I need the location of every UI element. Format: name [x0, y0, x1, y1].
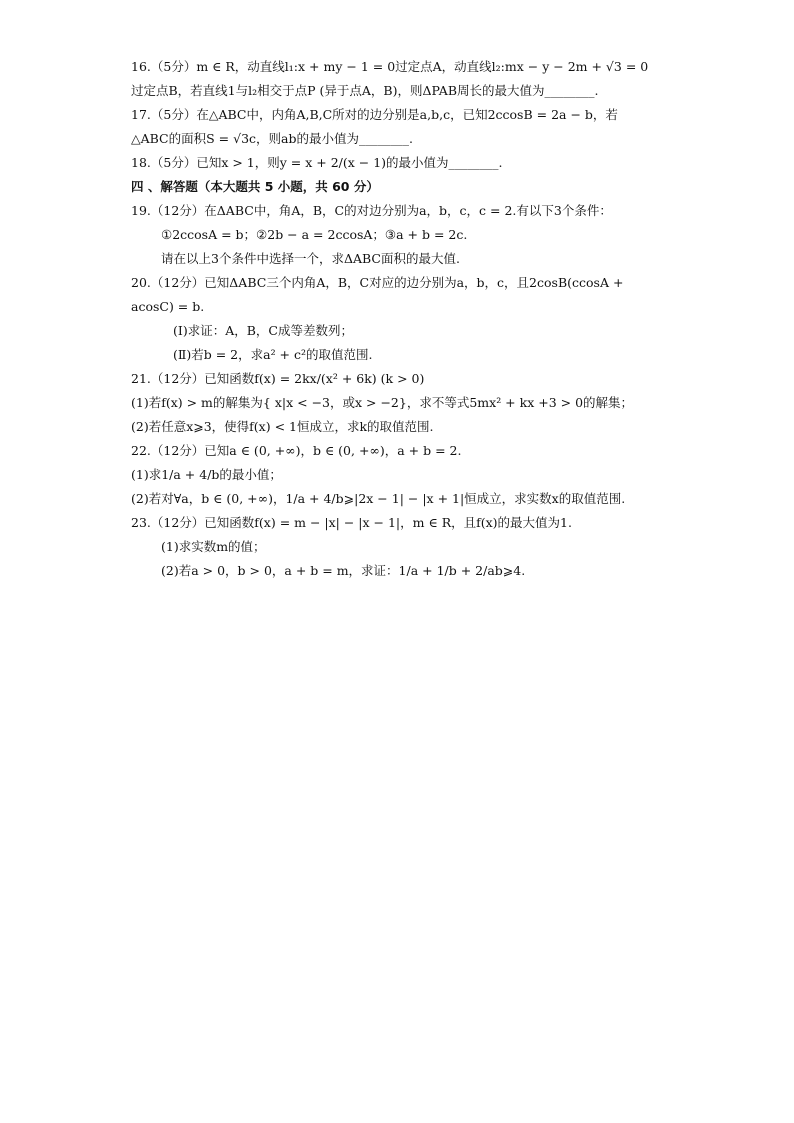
q21-line1: 21.（12分）已知函数f(x) = 2kx/(x² + 6k) (k > 0) — [131, 371, 425, 386]
q22-line3: (2)若对∀a，b ∈ (0, +∞)，1/a + 4/b⩾|2x − 1| − |x + 1|恒成立，求实数x的取值范围. — [131, 491, 626, 506]
q20-line3: (Ⅰ)求证：A，B，C成等差数列； — [173, 323, 353, 338]
exam-page — [131, 58, 671, 586]
q19-line1: 19.（12分）在ΔABC中，角A，B，C的对边分别为a，b，c，c = 2.有以下3个条件： — [131, 203, 612, 218]
q17-line1: 17.（5分）在△ABC中，内角A,B,C所对的边分别是a,b,c，已知2ccosB = 2a − b，若 — [131, 107, 618, 122]
q22-line2: (1)求1/a + 4/b的最小值； — [131, 467, 282, 482]
q16-line1: 16.（5分）m ∈ R，动直线l₁:x + my − 1 = 0过定点A，动直线l₂:mx − y − 2m + √3 = 0 — [131, 59, 649, 74]
q22-line1: 22.（12分）已知a ∈ (0, +∞)，b ∈ (0, +∞)，a + b = 2. — [131, 443, 462, 458]
q19-line2: ①2ccosA = b；②2b − a = 2ccosA；③a + b = 2c. — [161, 227, 468, 242]
q23-line2: (1)求实数m的值； — [161, 539, 266, 554]
q16-line2: 过定点B，若直线1与l₂相交于点P (异于点A，B)，则ΔPAB周长的最大值为________. — [131, 83, 599, 98]
section-heading: 四 、解答题（本大题共 5 小题，共 60 分） — [131, 179, 379, 194]
q17-line2: △ABC的面积S = √3c，则ab的最小值为________. — [131, 131, 413, 146]
q20-line1: 20.（12分）已知ΔABC三个内角A，B，C对应的边分别为a，b，c，且2cosB(ccosA + — [131, 275, 624, 290]
q23-line3: (2)若a > 0，b > 0，a + b = m，求证：1/a + 1/b + 2/ab⩾4. — [161, 563, 526, 578]
q18-line1: 18.（5分）已知x > 1，则y = x + 2/(x − 1)的最小值为________. — [131, 155, 503, 170]
q20-line2: acosC) = b. — [131, 299, 205, 314]
q19-line3: 请在以上3个条件中选择一个，求ΔABC面积的最大值. — [161, 251, 460, 266]
q21-line3: (2)若任意x⩾3，使得f(x) < 1恒成立，求k的取值范围. — [131, 419, 434, 434]
q21-line2: (1)若f(x) > m的解集为{ x|x < −3，或x > −2}，求不等式5mx² + kx +3 > 0的解集； — [131, 395, 634, 410]
q20-line4: (Ⅱ)若b = 2，求a² + c²的取值范围. — [173, 347, 373, 362]
q23-line1: 23.（12分）已知函数f(x) = m − |x| − |x − 1|，m ∈ R，且f(x)的最大值为1. — [131, 515, 572, 530]
